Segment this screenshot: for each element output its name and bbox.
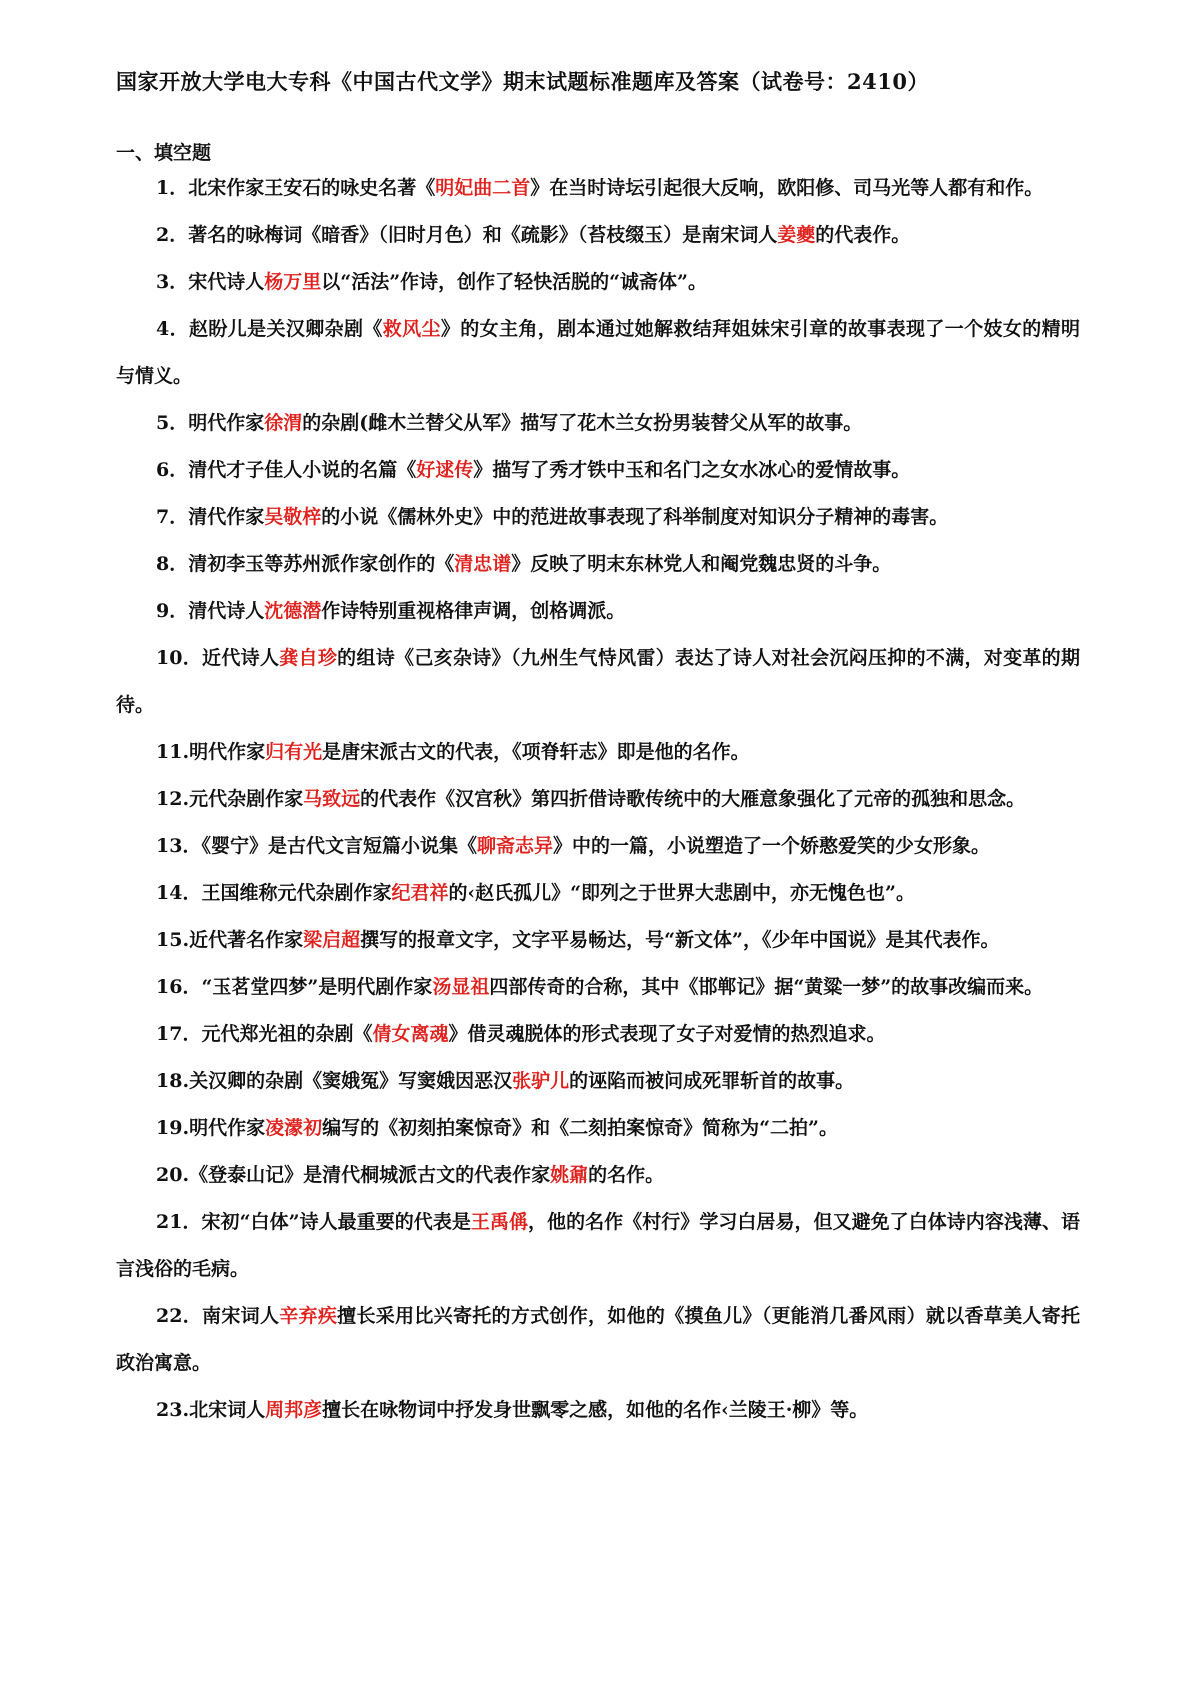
- question-item: [116, 917, 1080, 964]
- question-number: 20.: [156, 1164, 190, 1186]
- answer-text: 王禹偁: [470, 1211, 529, 1233]
- question-item: [116, 1105, 1080, 1152]
- answer-text: 明妃曲二首: [435, 177, 531, 199]
- question-text-before: “玉茗堂四梦”是明代剧作家: [201, 976, 433, 998]
- question-text-before: 近代诗人: [202, 647, 280, 669]
- question-text-after: 的代表作《汉宫秋》第四折借诗歌传统中的大雁意象强化了元帝的孤独和思念。: [360, 788, 1026, 810]
- document-title: 国家开放大学电大专科《中国古代文学》期末试题标准题库及答案（试卷号：2410）: [116, 69, 929, 94]
- answer-text: 姚鼐: [550, 1164, 589, 1186]
- question-number: 9．: [156, 600, 189, 622]
- question-item: [116, 776, 1080, 823]
- answer-text: 吴敬梓: [264, 506, 322, 528]
- question-list: [116, 165, 1080, 1434]
- answer-text: 龚自珍: [279, 647, 338, 669]
- question-text-after: 的名作。: [588, 1164, 665, 1186]
- question-item: [116, 870, 1080, 917]
- question-text-before: 北宋作家王安石的咏史名著《: [188, 177, 436, 199]
- question-number: 14．: [156, 882, 202, 904]
- question-number: 7．: [156, 506, 189, 528]
- question-text-before: 明代作家: [188, 412, 265, 434]
- question-text-before: 清初李玉等苏州派作家创作的《: [188, 553, 455, 575]
- question-text-after: 是唐宋派古文的代表，《项脊轩志》即是他的名作。: [322, 741, 750, 763]
- question-item: [116, 212, 1080, 259]
- question-text-after: 四部传奇的合称，其中《邯郸记》据“黄粱一梦”的故事改编而来。: [489, 976, 1044, 998]
- question-text-before: 清代作家: [188, 506, 265, 528]
- question-text-after: 的杂剧(雌木兰替父从军》描写了花木兰女扮男装替父从军的故事。: [302, 412, 863, 434]
- question-number: 12.: [156, 788, 190, 810]
- question-text-before: 明代作家: [189, 1117, 266, 1139]
- question-item: [116, 1058, 1080, 1105]
- question-text-after: 以“活法”作诗，创作了轻快活脱的“诚斋体”。: [321, 271, 707, 293]
- question-text-after: 擅长采用比兴寄托的方式创作，如他的《摸鱼儿》（更能消几番风雨）就以香草美人寄托政治寓意。: [116, 1305, 1080, 1374]
- question-item: [116, 635, 1080, 729]
- question-item: [116, 1199, 1080, 1293]
- section-title: 一、填空题: [116, 142, 212, 164]
- question-number: 8．: [156, 553, 189, 575]
- answer-text: 辛弃疾: [279, 1305, 338, 1327]
- question-text-after: 的‹赵氏孤儿》“即列之于世界大悲剧中，亦无愧色也”。: [448, 882, 915, 904]
- answer-text: 聊斋志异: [476, 835, 553, 857]
- question-item: [116, 964, 1080, 1011]
- question-number: 23.: [156, 1399, 190, 1421]
- answer-text: 救风尘: [382, 318, 441, 340]
- question-item: [116, 541, 1080, 588]
- question-text-after: 》的女主角，剧本通过她解救结拜姐妹宋引章的故事表现了一个妓女的精明与情义。: [116, 318, 1080, 387]
- answer-text: 汤显祖: [432, 976, 490, 998]
- question-text-after: 》反映了明末东林党人和阉党魏忠贤的斗争。: [511, 553, 892, 575]
- question-text-before: 《婴宁》是古代文言短篇小说集《: [201, 835, 477, 857]
- answer-text: 马致远: [303, 788, 361, 810]
- question-text-before: 清代诗人: [188, 600, 265, 622]
- answer-text: 倩女离魂: [372, 1023, 449, 1045]
- question-text-after: 》借灵魂脱体的形式表现了女子对爱情的热烈追求。: [448, 1023, 886, 1045]
- question-text-before: 元代杂剧作家: [189, 788, 304, 810]
- question-text-after: 撰写的报章文字，文字平易畅达，号“新文体”，《少年中国说》是其代表作。: [360, 929, 1000, 951]
- question-item: [116, 1152, 1080, 1199]
- question-item: [116, 729, 1080, 776]
- question-item: [116, 259, 1080, 306]
- question-text-before: 宋代诗人: [188, 271, 265, 293]
- answer-text: 周邦彦: [265, 1399, 323, 1421]
- answer-text: 梁启超: [303, 929, 361, 951]
- question-number: 5．: [156, 412, 189, 434]
- question-text-after: 的诬陷而被问成死罪斩首的故事。: [569, 1070, 855, 1092]
- question-text-after: 》在当时诗坛引起很大反响，欧阳修、司马光等人都有和作。: [530, 177, 1044, 199]
- answer-text: 杨万里: [264, 271, 322, 293]
- question-text-after: 的代表作。: [815, 224, 911, 246]
- question-number: 2．: [156, 224, 189, 246]
- question-text-before: 近代著名作家: [189, 929, 304, 951]
- question-number: 18.: [156, 1070, 190, 1092]
- question-item: [116, 447, 1080, 494]
- answer-text: 凌濛初: [265, 1117, 323, 1139]
- answer-text: 归有光: [265, 741, 323, 763]
- question-text-after: 擅长在咏物词中抒发身世飘零之感，如他的名作‹兰陵王·柳》等。: [322, 1399, 869, 1421]
- question-number: 15.: [156, 929, 190, 951]
- question-number: 16．: [156, 976, 202, 998]
- question-item: [116, 306, 1080, 400]
- answer-text: 张驴儿: [512, 1070, 570, 1092]
- answer-text: 清忠谱: [454, 553, 512, 575]
- question-text-before: 宋初“白体”诗人最重要的代表是: [201, 1211, 471, 1233]
- question-text-after: 》描写了秀才铁中玉和名门之女水冰心的爱情故事。: [473, 459, 911, 481]
- question-number: 6．: [156, 459, 189, 481]
- question-item: [116, 823, 1080, 870]
- question-number: 3．: [156, 271, 189, 293]
- question-item: [116, 165, 1080, 212]
- question-text-before: 关汉卿的杂剧《窦娥冤》写窦娥因恶汉: [189, 1070, 513, 1092]
- question-text-before: 王国维称元代杂剧作家: [201, 882, 392, 904]
- question-number: 17．: [156, 1023, 202, 1045]
- answer-text: 姜夔: [777, 224, 816, 246]
- question-text-after: 》中的一篇，小说塑造了一个娇憨爱笑的少女形象。: [552, 835, 990, 857]
- question-item: [116, 400, 1080, 447]
- question-item: [116, 588, 1080, 635]
- question-text-before: 明代作家: [189, 741, 266, 763]
- question-item: [116, 1293, 1080, 1387]
- question-text-after: 编写的《初刻拍案惊奇》和《二刻拍案惊奇》简称为“二拍”。: [322, 1117, 838, 1139]
- question-text-after: 的组诗《己亥杂诗》（九州生气恃风雷）表达了诗人对社会沉闷压抑的不满，对变革的期待。: [116, 647, 1080, 716]
- question-text-after: 作诗特别重视格律声调，创格调派。: [321, 600, 626, 622]
- question-text-before: 元代郑光祖的杂剧《: [201, 1023, 373, 1045]
- question-item: [116, 1011, 1080, 1058]
- question-text-before: 赵盼儿是关汉卿杂剧《: [188, 318, 383, 340]
- question-number: 1．: [156, 177, 189, 199]
- answer-text: 纪君祥: [391, 882, 449, 904]
- question-text-after: ，他的名作《村行》学习白居易，但又避免了白体诗内容浅薄、语言浅俗的毛病。: [116, 1211, 1080, 1280]
- question-text-before: 著名的咏梅词《暗香》（旧时月色）和《疏影》（苔枝缀玉）是南宋词人: [188, 224, 778, 246]
- question-text-after: 的小说《儒林外史》中的范进故事表现了科举制度对知识分子精神的毒害。: [321, 506, 949, 528]
- question-number: 10．: [156, 647, 203, 669]
- question-number: 11.: [156, 741, 190, 763]
- answer-text: 好逑传: [416, 459, 474, 481]
- answer-text: 沈德潜: [264, 600, 322, 622]
- question-number: 21．: [156, 1211, 202, 1233]
- question-text-before: 南宋词人: [202, 1305, 280, 1327]
- question-number: 22．: [156, 1305, 203, 1327]
- answer-text: 徐渭: [264, 412, 303, 434]
- question-number: 4．: [156, 318, 189, 340]
- question-number: 19.: [156, 1117, 190, 1139]
- question-text-before: 北宋词人: [189, 1399, 266, 1421]
- question-text-before: 《登泰山记》是清代桐城派古文的代表作家: [189, 1164, 551, 1186]
- question-item: [116, 1387, 1080, 1434]
- question-text-before: 清代才子佳人小说的名篇《: [188, 459, 417, 481]
- question-number: 13．: [156, 835, 202, 857]
- question-item: [116, 494, 1080, 541]
